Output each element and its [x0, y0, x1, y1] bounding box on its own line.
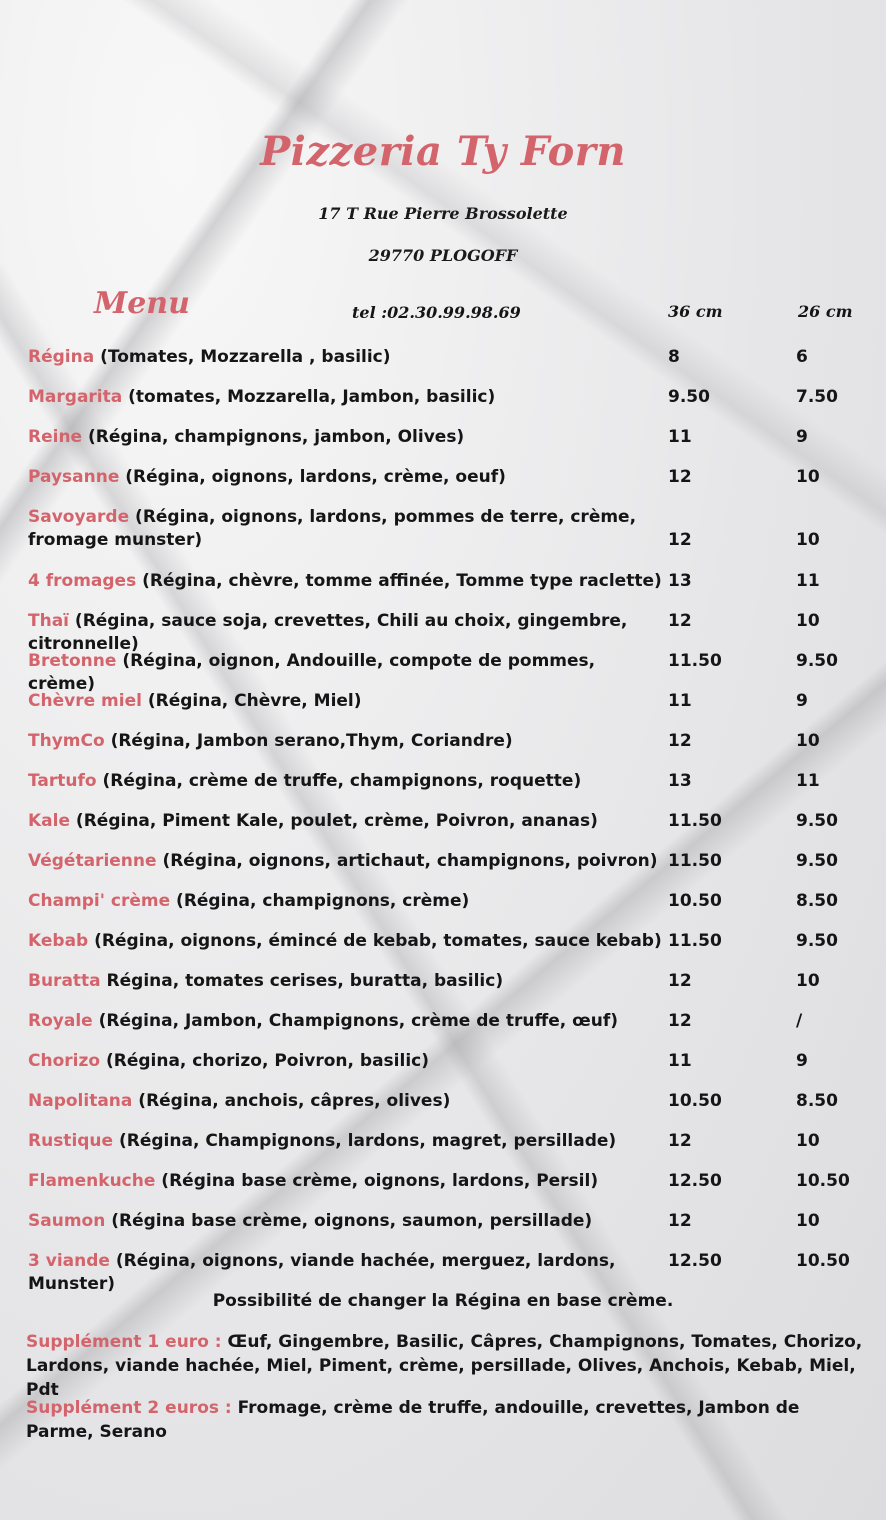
- menu-item: [28, 506, 878, 550]
- price-26cm: 10.50: [796, 1171, 850, 1191]
- price-36cm: 11.50: [668, 931, 722, 951]
- menu-item-name: Flamenkuche: [28, 1171, 156, 1191]
- menu-item: [28, 770, 878, 810]
- menu-item-description: [28, 810, 664, 833]
- price-26cm: 10: [796, 731, 820, 751]
- menu-item: [28, 610, 878, 654]
- price-36cm: 11: [668, 427, 692, 447]
- menu-item-ingredients: (Tomates, Mozzarella , basilic): [94, 347, 391, 367]
- supplement-1-label: Supplément 1 euro :: [26, 1332, 228, 1352]
- menu-item-ingredients: (Régina, chorizo, Poivron, basilic): [100, 1051, 429, 1071]
- menu-item-description: [28, 1210, 664, 1233]
- menu-item: [28, 570, 878, 610]
- menu-item: [28, 690, 878, 730]
- size-header-26: 26 cm: [798, 302, 853, 321]
- price-36cm: 12.50: [668, 1171, 722, 1191]
- menu-item-ingredients: (Régina, oignons, viande hachée, merguez, lardons, Munster): [28, 1251, 616, 1294]
- menu-item-ingredients: (Régina, Jambon serano,Thym, Coriandre): [104, 731, 513, 751]
- menu-item-description: [28, 930, 664, 953]
- price-36cm: 12: [668, 731, 692, 751]
- menu-item: [28, 1010, 878, 1050]
- menu-item-description: [28, 1090, 664, 1113]
- price-36cm: 13: [668, 571, 692, 591]
- menu-item-ingredients: (Régina, sauce soja, crevettes, Chili au choix, gingembre, citronnelle): [28, 611, 628, 654]
- menu-item-ingredients: (Régina, oignons, artichaut, champignons, poivron): [156, 851, 658, 871]
- menu-item: [28, 810, 878, 850]
- price-36cm: 10.50: [668, 891, 722, 911]
- price-26cm: 10: [796, 611, 820, 631]
- supplement-2-label: Supplément 2 euros :: [26, 1398, 238, 1418]
- price-26cm: 10: [796, 971, 820, 991]
- menu-item-ingredients: (Régina, crème de truffe, champignons, roquette): [96, 771, 582, 791]
- address-line-2: 29770 PLOGOFF: [368, 246, 518, 265]
- price-36cm: 13: [668, 771, 692, 791]
- menu-item-description: [28, 570, 664, 593]
- menu-item-name: Chèvre miel: [28, 691, 142, 711]
- menu-item-name: ThymCo: [28, 731, 105, 751]
- price-26cm: 9: [796, 1051, 808, 1071]
- menu-item: [28, 930, 878, 970]
- menu-item-ingredients: (Régina, oignon, Andouille, compote de pommes, crème): [28, 651, 596, 694]
- price-26cm: 10.50: [796, 1251, 850, 1271]
- menu-item-description: [28, 1010, 664, 1033]
- menu-item-name: Royale: [28, 1011, 93, 1031]
- price-36cm: 10.50: [668, 1091, 722, 1111]
- price-26cm: 8.50: [796, 1091, 838, 1111]
- menu-item-description: [28, 506, 664, 552]
- size-header-36: 36 cm: [668, 302, 723, 321]
- menu-item-ingredients: (Régina, oignons, émincé de kebab, tomates, sauce kebab): [88, 931, 662, 951]
- price-26cm: 9.50: [796, 851, 838, 871]
- price-26cm: 8.50: [796, 891, 838, 911]
- menu-item-name: Thaï: [28, 611, 69, 631]
- menu-item: [28, 346, 878, 386]
- menu-item-name: Napolitana: [28, 1091, 133, 1111]
- menu-item-description: [28, 730, 664, 753]
- menu-item: [28, 1130, 878, 1170]
- menu-item-description: [28, 1050, 664, 1073]
- menu-item-name: Buratta: [28, 971, 101, 991]
- menu-item-ingredients: (tomates, Mozzarella, Jambon, basilic): [122, 387, 496, 407]
- supplement-1-text: Œuf, Gingembre, Basilic, Câpres, Champignons, Tomates, Chorizo, Lardons, viande hachée, Miel, Piment, crème, persillade, Olives, Anchois, Kebab, Miel, Pdt: [26, 1332, 863, 1400]
- menu-item-name: Kebab: [28, 931, 89, 951]
- supplement-1-euro: [26, 1330, 866, 1402]
- price-36cm: 11: [668, 1051, 692, 1071]
- menu-item-name: Savoyarde: [28, 507, 130, 527]
- supplement-2-text: Fromage, crème de truffe, andouille, crevettes, Jambon de Parme, Serano: [26, 1398, 800, 1442]
- price-26cm: 11: [796, 771, 820, 791]
- menu-item-ingredients: (Régina, champignons, jambon, Olives): [82, 427, 465, 447]
- supplement-2-euros: [26, 1396, 866, 1444]
- menu-item: [28, 1090, 878, 1130]
- address-line-1: 17 T Rue Pierre Brossolette: [318, 204, 568, 223]
- menu-item-description: [28, 426, 664, 449]
- menu-item-description: [28, 690, 664, 713]
- menu-item-name: Chorizo: [28, 1051, 101, 1071]
- menu-item-description: [28, 386, 664, 409]
- price-36cm: 12: [668, 971, 692, 991]
- menu-heading: Menu: [94, 286, 190, 321]
- restaurant-title: Pizzeria Ty Forn: [260, 128, 626, 175]
- menu-item-name: Champi' crème: [28, 891, 171, 911]
- menu-item-description: [28, 890, 664, 913]
- menu-item-description: [28, 1170, 664, 1193]
- menu-item-name: Bretonne: [28, 651, 117, 671]
- menu-item-ingredients: (Régina base crème, oignons, saumon, persillade): [105, 1211, 593, 1231]
- price-36cm: 8: [668, 347, 680, 367]
- price-26cm: 7.50: [796, 387, 838, 407]
- price-26cm: 10: [796, 1131, 820, 1151]
- menu-item-description: [28, 346, 664, 369]
- menu-item-name: Saumon: [28, 1211, 106, 1231]
- menu-item: [28, 1210, 878, 1250]
- menu-item: [28, 1250, 878, 1294]
- menu-item-name: 4 fromages: [28, 571, 137, 591]
- menu-item-name: Tartufo: [28, 771, 97, 791]
- menu-item-name: Margarita: [28, 387, 123, 407]
- menu-item-name: 3 viande: [28, 1251, 110, 1271]
- price-36cm: 11.50: [668, 851, 722, 871]
- phone-number: tel :02.30.99.98.69: [352, 303, 521, 322]
- menu-item: [28, 730, 878, 770]
- price-26cm: 10: [796, 1211, 820, 1231]
- price-26cm: 9.50: [796, 651, 838, 671]
- menu-item-ingredients: (Régina base crème, oignons, lardons, Persil): [155, 1171, 599, 1191]
- price-36cm: 12: [668, 1011, 692, 1031]
- price-36cm: 12: [668, 467, 692, 487]
- menu-item-name: Régina: [28, 347, 95, 367]
- price-26cm: 10: [796, 530, 820, 550]
- menu-item-ingredients: (Régina, anchois, câpres, olives): [132, 1091, 451, 1111]
- menu-item-description: [28, 850, 664, 873]
- menu-item: [28, 426, 878, 466]
- menu-item-name: Kale: [28, 811, 71, 831]
- menu-item-description: [28, 466, 664, 489]
- menu-item-ingredients: (Régina, oignons, lardons, pommes de terre, crème, fromage munster): [28, 507, 637, 550]
- menu-item-ingredients: (Régina, oignons, lardons, crème, oeuf): [119, 467, 506, 487]
- menu-item: [28, 970, 878, 1010]
- price-36cm: 12: [668, 611, 692, 631]
- menu-item-description: [28, 770, 664, 793]
- price-36cm: 12: [668, 1131, 692, 1151]
- menu-item-ingredients: (Régina, Jambon, Champignons, crème de truffe, œuf): [92, 1011, 619, 1031]
- price-36cm: 11.50: [668, 651, 722, 671]
- price-36cm: 12: [668, 1211, 692, 1231]
- base-note: Possibilité de changer la Régina en base crème.: [212, 1291, 674, 1311]
- menu-item-description: [28, 1130, 664, 1153]
- price-26cm: 10: [796, 467, 820, 487]
- menu-item: [28, 890, 878, 930]
- menu-item-description: [28, 1250, 664, 1296]
- price-26cm: 11: [796, 571, 820, 591]
- menu-item-ingredients: (Régina, Piment Kale, poulet, crème, Poivron, ananas): [70, 811, 598, 831]
- price-36cm: 9.50: [668, 387, 710, 407]
- menu-item-ingredients: (Régina, champignons, crème): [170, 891, 470, 911]
- price-26cm: 9: [796, 691, 808, 711]
- price-36cm: 11.50: [668, 811, 722, 831]
- price-26cm: 9.50: [796, 931, 838, 951]
- price-36cm: 12: [668, 530, 692, 550]
- menu-item-name: Végétarienne: [28, 851, 157, 871]
- menu-item: [28, 386, 878, 426]
- menu-item-ingredients: (Régina, Chèvre, Miel): [141, 691, 362, 711]
- menu-item: [28, 1170, 878, 1210]
- price-26cm: 6: [796, 347, 808, 367]
- price-26cm: 9: [796, 427, 808, 447]
- price-36cm: 12.50: [668, 1251, 722, 1271]
- menu-item: [28, 1050, 878, 1090]
- menu-item-name: Reine: [28, 427, 83, 447]
- price-26cm: 9.50: [796, 811, 838, 831]
- menu-item-ingredients: (Régina, Champignons, lardons, magret, persillade): [113, 1131, 617, 1151]
- price-36cm: 11: [668, 691, 692, 711]
- menu-item: [28, 850, 878, 890]
- menu-item: [28, 466, 878, 506]
- menu-item-name: Rustique: [28, 1131, 114, 1151]
- price-26cm: /: [796, 1011, 803, 1031]
- menu-item: [28, 650, 878, 694]
- menu-item-ingredients: Régina, tomates cerises, buratta, basilic): [100, 971, 504, 991]
- menu-item-description: [28, 970, 664, 993]
- menu-item-name: Paysanne: [28, 467, 120, 487]
- menu-item-ingredients: (Régina, chèvre, tomme affinée, Tomme type raclette): [136, 571, 662, 591]
